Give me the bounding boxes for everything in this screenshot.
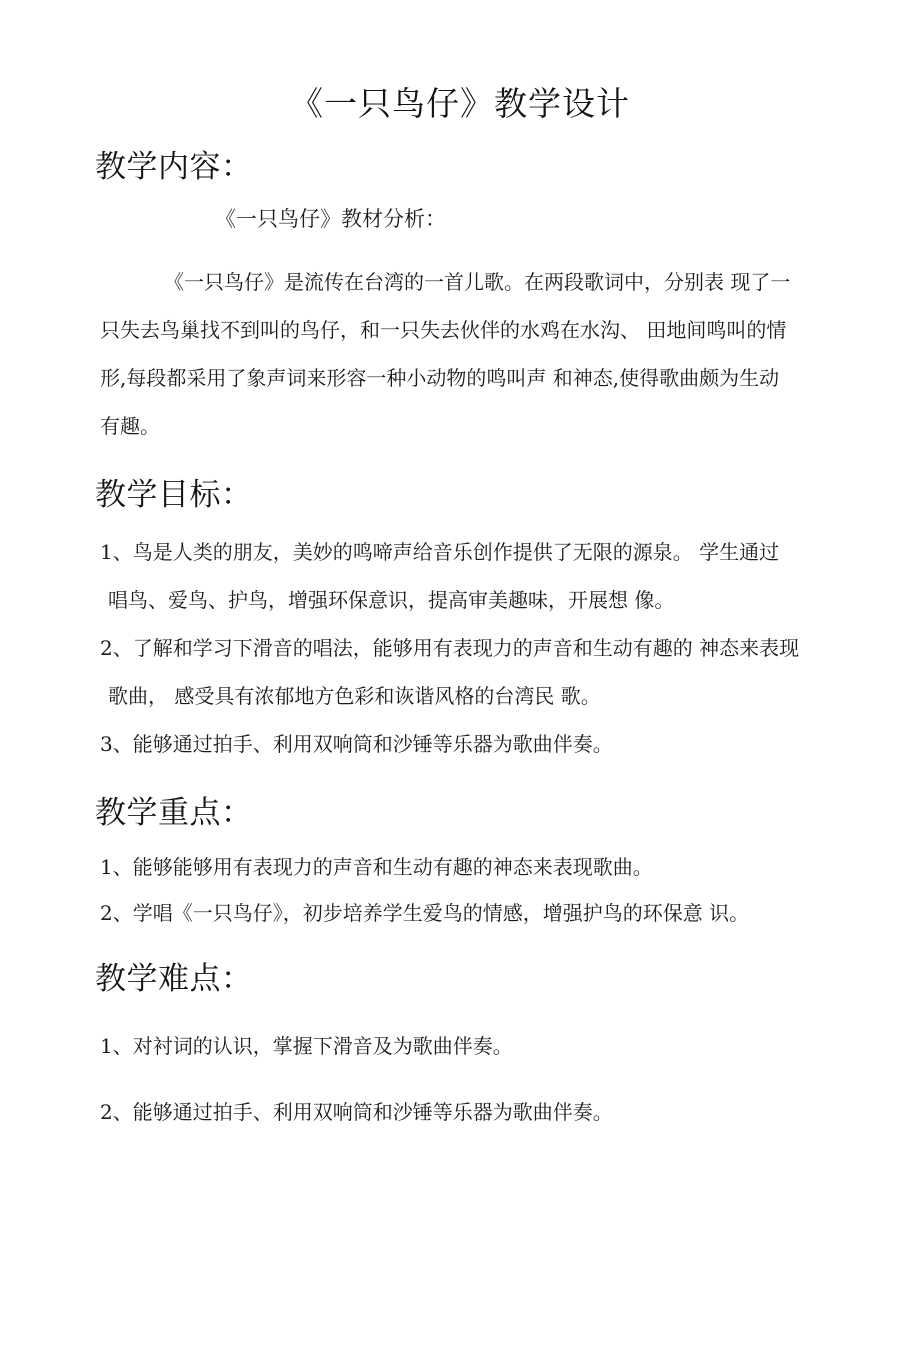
- subheading-material-analysis: 《一只鸟仔》教材分析：: [215, 207, 446, 232]
- paragraph-line: 有趣。: [100, 414, 160, 439]
- document-title: 《一只鸟仔》教学设计: [290, 84, 630, 123]
- section-heading-teaching-objectives: 教学目标：: [95, 477, 253, 514]
- paragraph-line: 形,每段都采用了象声词来形容一种小动物的鸣叫声 和神态,使得歌曲颇为生动: [100, 366, 780, 391]
- list-item: 1、鸟是人类的朋友，美妙的鸣啼声给音乐创作提供了无限的源泉。 学生通过: [100, 540, 780, 565]
- section-heading-teaching-content: 教学内容：: [95, 148, 253, 185]
- list-teaching-objectives: [0, 514, 920, 768]
- section-heading-difficult-points: 教学难点：: [95, 960, 253, 997]
- list-item: 2、学唱《一只鸟仔》，初步培养学生爱鸟的情感，增强护鸟的环保意 识。: [100, 900, 750, 925]
- list-item: 1、能够能够用有表现力的声音和生动有趣的神态来表现歌曲。: [100, 854, 653, 879]
- paragraph-line: 只失去鸟巢找不到叫的鸟仔，和一只失去伙伴的水鸡在水沟、 田地间鸣叫的情: [100, 318, 787, 343]
- list-item: 1、对衬词的认识，掌握下滑音及为歌曲伴奏。: [100, 1034, 513, 1059]
- list-difficult-points: [0, 997, 920, 1145]
- paragraph-line: 《一只鸟仔》是流传在台湾的一首儿歌。在两段歌词中，分别表 现了一: [164, 270, 791, 295]
- list-item-continuation: 唱鸟、爱鸟、护鸟，增强环保意识，提高审美趣味，开展想 像。: [108, 588, 675, 613]
- list-key-points: [0, 832, 920, 936]
- paragraph-material-analysis: [0, 232, 920, 450]
- list-item: 2、能够通过拍手、利用双响筒和沙锤等乐器为歌曲伴奏。: [100, 1100, 613, 1125]
- list-item: 2、了解和学习下滑音的唱法，能够用有表现力的声音和生动有趣的 神态来表现: [100, 636, 800, 661]
- list-item: 3、能够通过拍手、利用双响筒和沙锤等乐器为歌曲伴奏。: [100, 732, 613, 757]
- list-item-continuation: 歌曲， 感受具有浓郁地方色彩和诙谐风格的台湾民 歌。: [108, 684, 601, 709]
- section-heading-key-points: 教学重点：: [95, 795, 253, 832]
